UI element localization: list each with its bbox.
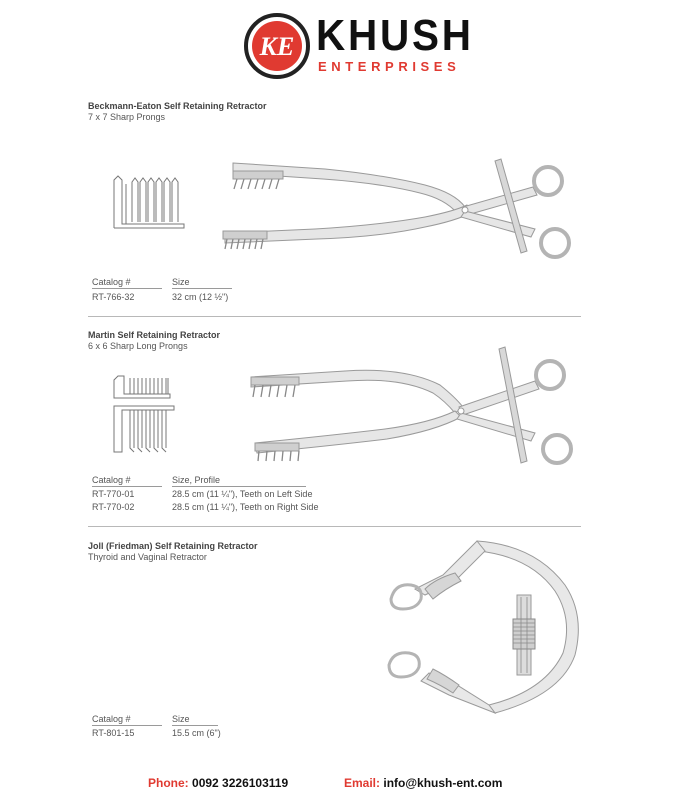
product-2-title: Martin Self Retaining Retractor: [88, 330, 221, 340]
table-1-header-rule: [92, 288, 162, 289]
email-label: Email:: [344, 776, 381, 790]
footer-phone: [148, 776, 288, 790]
table-2-header-rule: [92, 486, 162, 487]
product-2-subtitle: 6 x 6 Sharp Long Prongs: [88, 341, 188, 351]
phone-number[interactable]: 0092 3226103119: [192, 776, 289, 790]
martin-retractor-image: [245, 345, 585, 470]
table-2-row-2-catalog: RT-770-02: [92, 502, 135, 512]
table-3-header-rule: [92, 725, 162, 726]
beckmann-eaton-retractor-image: [215, 155, 585, 265]
brand-name: KHUSH: [316, 11, 474, 60]
table-3-header-size: Size: [172, 714, 190, 724]
table-2-row-2-size: 28.5 cm (11 ¼"), Teeth on Right Side: [172, 502, 319, 512]
table-2-header-rule: [172, 486, 306, 487]
product-1-subtitle: 7 x 7 Sharp Prongs: [88, 112, 166, 122]
table-1-header-catalog: Catalog #: [92, 277, 131, 287]
brand-tagline: ENTERPRISES: [318, 59, 461, 74]
table-2-row-1-size: 28.5 cm (11 ¼"), Teeth on Left Side: [172, 489, 313, 499]
footer-email: [344, 776, 502, 790]
product-3-title: Joll (Friedman) Self Retaining Retractor: [88, 541, 258, 551]
product-1-title: Beckmann-Eaton Self Retaining Retractor: [88, 101, 267, 111]
table-1-row-1-size: 32 cm (12 ½"): [172, 292, 229, 302]
logo-monogram: KE: [259, 32, 295, 61]
table-1-row-1-catalog: RT-766-32: [92, 292, 135, 302]
logo-emblem: [243, 12, 311, 80]
prong-diagram-1: [110, 172, 190, 232]
joll-retractor-image: [385, 535, 590, 720]
prong-diagram-2: [110, 372, 182, 454]
table-3-row-1-catalog: RT-801-15: [92, 728, 135, 738]
table-3-header-catalog: Catalog #: [92, 714, 131, 724]
table-2-row-1-catalog: RT-770-01: [92, 489, 135, 499]
section-divider: [88, 316, 581, 317]
table-3-header-rule: [172, 725, 218, 726]
phone-label: Phone:: [148, 776, 189, 790]
table-1-header-size: Size: [172, 277, 190, 287]
product-3-subtitle: Thyroid and Vaginal Retractor: [88, 552, 207, 562]
table-1-header-rule: [172, 288, 232, 289]
email-address[interactable]: info@khush-ent.com: [383, 776, 503, 790]
table-2-header-catalog: Catalog #: [92, 475, 131, 485]
section-divider: [88, 526, 581, 527]
table-2-header-size-profile: Size, Profile: [172, 475, 221, 485]
table-3-row-1-size: 15.5 cm (6"): [172, 728, 221, 738]
